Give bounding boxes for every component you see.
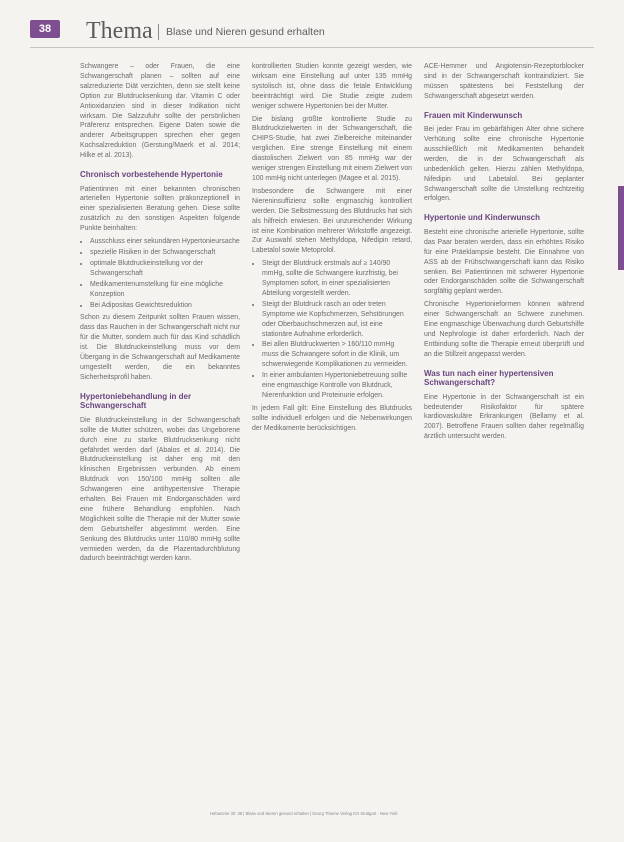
paragraph: In jedem Fall gilt: Eine Einstellung des Blutdrucks sollte individuell erfolgen und die Nebenwirkungen der Medikamente berücksichtigen. — [252, 404, 412, 432]
list-item: • Steigt der Blutdruck rasch an oder treten Symptome wie Kopfschmerzen, Sehstörungen oder Oberbauchschmerzen auf, ist eine stationäre Aufnahme erforderlich. — [262, 300, 412, 340]
paragraph: Die Blutdruckeinstellung in der Schwangerschaft sollte die Mutter schützen, wobei das Ungeborene durch eine zu starke Blutdrucksenkung nicht gefährdet werden darf (Abalos et al. 2014). Die Blutdruckeinstellung ist daher eng mit den klinischen Ergebnissen verbunden. Ab einem Blutdruck von 150/100 mmHg sollten alle Schwangeren eine antihypertensive Therapie erhalten. Bei Frauen mit Endorganschäden wird eine frühere Behandlung empfohlen. Nach Möglichkeit sollte die Therapie mit der Mutter sowie dem Geburtshelfer abgestimmt werden. Eine Senkung des Blutdrucks unter 110/80 mmHg sollte vermieden werden, da die Plazentadurchblutung dadurch beeinträchtigt werden kann. — [80, 416, 240, 563]
page-number-badge: 38 — [30, 20, 60, 38]
header-separator — [158, 24, 159, 40]
paragraph: Schon zu diesem Zeitpunkt sollten Frauen wissen, dass das Rauchen in der Schwangerschaft nicht nur für die Mutter, sondern auch für das Kind schädlich ist. Die Blutdruckeinstellung muss vor dem Übergang in die Schwangerschaft auf Medikamente umgestellt werden, die ein bekanntes Sicherheitsprofil haben. — [80, 314, 240, 381]
paragraph: Patientinnen mit einer bekannten chronischen arteriellen Hypertonie sollten präkonzeptionell in einer spezialisierten Beratung gehen. Diese sollte zusätzlich zu den sonstigen Aspekten folgende Punkte beinhalten: — [80, 185, 240, 233]
column-2 — [252, 62, 412, 802]
paragraph: Bei jeder Frau im gebärfähigen Alter ohne sichere Verhütung sollte eine chronische Hypertonie ausschließlich mit Medikamenten behandelt werden, die in der Schwangerschaft als unbedenklich gelten. Hierzu zählen Methyldopa, Nifedipin und Labetalol. Bei geplanter Schwangerschaft sollte die Umstellung rechtzeitig erfolgen. — [424, 126, 584, 203]
paragraph: kontrollierten Studien konnte gezeigt werden, wie wirksam eine Einstellung auf unter 135 mmHg systolisch ist, ohne dass die fetale Entwicklung beeinträchtigt wird. Die Studie zeigte zudem weniger schwere Hypertonien bei der Mutter. — [252, 63, 412, 110]
paragraph: Besteht eine chronische arterielle Hypertonie, sollte das Paar beraten werden, dass ein erhöhtes Risiko für eine Präeklampsie besteht. Die Einnahme von ASS ab der Frühschwangerschaft kann das Risiko senken. Bei Patientinnen mit schwerer Hypertonie oder Endorganschäden sollte die Schwangerschaft sorgfältig geplant werden. — [424, 228, 584, 296]
bullet-list — [80, 237, 240, 310]
section-heading: Chronisch vorbestehende Hypertonie — [80, 170, 223, 180]
paragraph: Chronische Hypertonieformen können während einer Schwangerschaft an Schwere zunehmen. Eine engmaschige Überwachung durch Geburtshilfe und Nephrologie ist daher erforderlich. Nach der Entbindung sollte die Therapie erneut überprüft und an die Stillzeit angepasst werden. — [424, 301, 584, 358]
section-heading: Frauen mit Kinderwunsch — [424, 110, 523, 120]
list-item: • optimale Blutdruckeinstellung vor der Schwangerschaft — [90, 259, 240, 279]
header-subtitle: Blase und Nieren gesund erhalten — [166, 26, 325, 38]
list-item: • Bei Adipositas Gewichtsreduktion — [90, 301, 240, 311]
list-item: • In einer ambulanten Hypertoniebetreuung sollte eine engmaschige Kontrolle von Blutdruck, Nierenfunktion und Proteinurie erfolgen. — [262, 371, 412, 401]
list-item: • spezielle Risiken in der Schwangerschaft — [90, 248, 240, 258]
section-title: Thema — [86, 18, 153, 44]
bullet-list — [252, 259, 412, 401]
paragraph: ACE-Hemmer und Angiotensin-Rezeptorblocker sind in der Schwangerschaft kontraindiziert. Sie müssen spätestens bei Feststellung der Schwangerschaft abgesetzt werden. — [424, 63, 584, 100]
side-tab-marker — [618, 186, 624, 270]
paragraph: Schwangere – oder Frauen, die eine Schwangerschaft planen – sollten auf eine salzreduzierte Diät verzichten, denn sie stellt keine Option zur Blutdrucksenkung dar. Vitamin C oder Antioxidanzien sind in dieser Indikation nicht wirksam. Die Salzzufuhr sollte der persönlichen Präferenz entsprechen. Eigene Daten sowie die anderer Arbeitsgruppen sprechen eher gegen Kochsalzreduktion (Gerstung/Maerk et al. 2014; Hilke et al. 2013). — [80, 63, 240, 160]
list-item: • Steigt der Blutdruck erstmals auf ≥ 140/90 mmHg, sollte die Schwangere kurzfristig, bei Symptomen sofort, in einer spezialisierten Abteilung vorgestellt werden. — [262, 259, 412, 299]
header-rule — [30, 47, 594, 48]
section-heading: Hypertoniebehandlung in der Schwangerschaft — [80, 391, 192, 411]
column-3 — [424, 62, 584, 802]
list-item: • Ausschluss einer sekundären Hypertonieursache — [90, 237, 240, 247]
page-footer: Hebamme 30: 38 | Blase und Nieren gesund erhalten | Georg Thieme Verlag KG Stuttgart · New York — [210, 811, 398, 816]
section-heading: Was tun nach einer hypertensiven Schwangerschaft? — [424, 368, 554, 388]
column-1 — [80, 62, 240, 802]
list-item: • Bei allen Blutdruckwerten > 160/110 mmHg muss die Schwangere sofort in die Klinik, um schwerwiegende Komplikationen zu vermeiden. — [262, 340, 412, 370]
paragraph: Eine Hypertonie in der Schwangerschaft ist ein bedeutender Risikofaktor für spätere kardiovaskuläre Erkrankungen (Bellamy et al. 2007). Betroffene Frauen sollten daher regelmäßig ärztlich untersucht werden. — [424, 393, 584, 441]
section-heading: Hypertonie und Kinderwunsch — [424, 213, 541, 223]
list-item: • Medikamentenumstellung für eine mögliche Konzeption — [90, 280, 240, 300]
article-body — [80, 62, 584, 802]
paragraph: Insbesondere die Schwangere mit einer Niereninsuffizienz sollte engmaschig kontrolliert werden. Die Selbstmessung des Blutdrucks hat sich als hilfreich erwiesen. Bei unzureichender Wirkung ist eine Kombination mehrerer Wirkstoffe angezeigt. Zur Auswahl stehen Methyldopa, Nifedipin retard, Labetalol sowie Metoprolol. — [252, 187, 412, 255]
paragraph: Die bislang größte kontrollierte Studie zu Blutdruckzielwerten in der Schwangerschaft, die CHIPS-Studie, hat zwei Zielbereiche miteinander verglichen. Eine strenge Einstellung mit einem diastolischen Zielwert von 85 mmHg war der weniger strengen Einstellung mit einem Zielwert von 100 mmHg nicht unterlegen (Magee et al. 2015). — [252, 115, 412, 182]
